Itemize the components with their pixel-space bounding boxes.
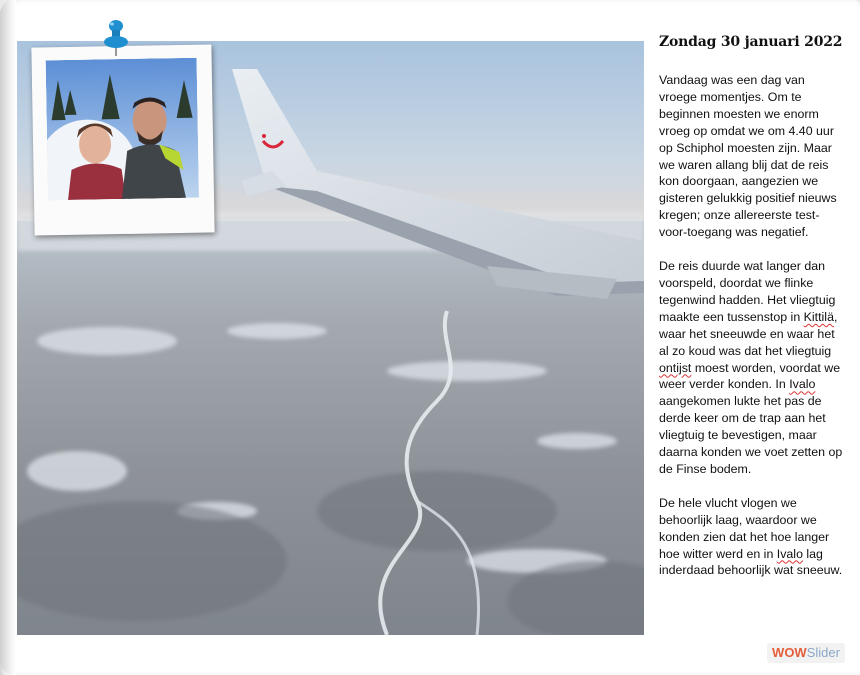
date-heading: Zondag 30 januari 2022: [659, 34, 843, 50]
selfie-photo-image: [46, 58, 199, 201]
paragraph-text: Vandaag was een dag van vroege momentjes. Om te beginnen moesten we enorm vroeg op omdat we om 4.40 uur op Schiphol moesten zijn. Maar we waren allang blij dat de reis kon doorgaan, aangezien we gisteren gelukkig positief nieuws kregen; onze allereerste test-voor-toegang was negatief.: [659, 73, 837, 240]
selfie-photo: [46, 58, 199, 201]
polaroid-photo: [31, 44, 214, 235]
paragraph-text: De reis duurde wat langer dan voorspeld, doordat we flinke tegenwind hadden. Het vliegtuig maakte een tussenstop in: [659, 259, 836, 324]
place-ivalo: Ivalo: [789, 377, 816, 392]
paragraph-text: aangekomen lukte het pas de derde keer om de trap aan het vliegtuig te bevestigen, maar daarna konden we voet zetten op de Finse bodem.: [659, 394, 843, 476]
push-pin-icon: [101, 18, 131, 58]
paragraph-text: lag inderdaad behoorlijk wat sneeuw.: [659, 546, 843, 578]
place-ivalo: Ivalo: [776, 546, 803, 561]
watermark-part2: Slider: [806, 645, 840, 660]
watermark-part1: WOW: [772, 645, 807, 660]
journal-paragraph-1: [659, 72, 845, 241]
word-ontijst: ontijst: [659, 360, 692, 375]
journal-paragraph-2: [659, 258, 845, 478]
paragraph-text: moest worden, voordat we weer verder konden. In: [659, 360, 841, 392]
wowslider-watermark-link[interactable]: [767, 643, 845, 663]
place-kittila: Kittilä: [803, 309, 834, 324]
paragraph-text: De hele vlucht vlogen we behoorlijk laag, waardoor we konden zien dat het hoe langer hoe witter werd en in: [659, 495, 830, 561]
paragraph-text: , waar het sneeuwde en waar het al zo koud was dat het vliegtuig: [659, 309, 838, 358]
page-curl: [0, 0, 16, 675]
journal-paragraph-3: [659, 495, 845, 580]
journal-text-column: [659, 34, 845, 596]
